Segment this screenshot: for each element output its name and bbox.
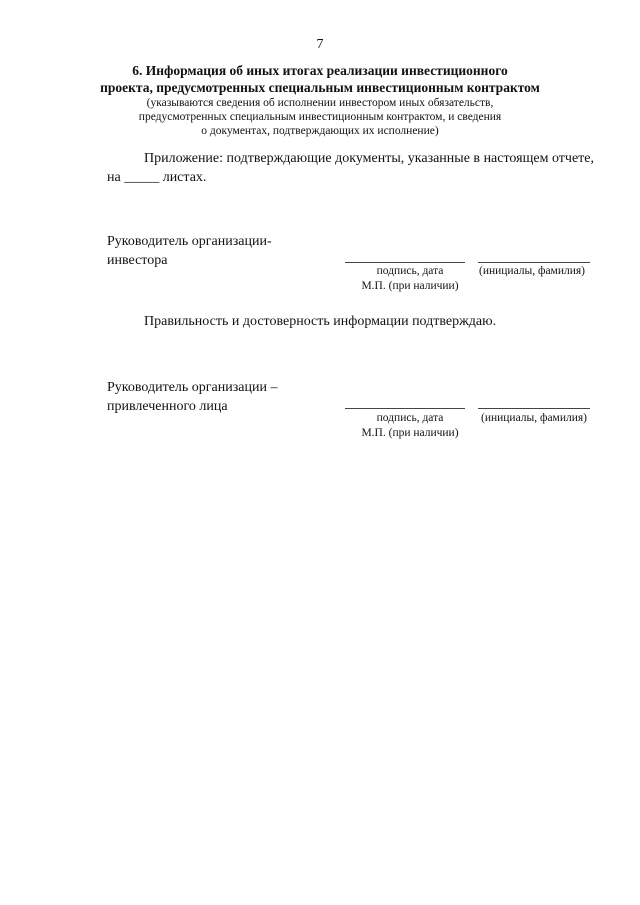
- attracted-head-label: [107, 378, 277, 416]
- section-heading-line-2: проекта, предусмотренных специальным инвестиционным контрактом: [100, 80, 540, 95]
- section-heading-line-1: 6. Информация об иных итогах реализации инвестиционного: [132, 63, 508, 78]
- investor-name-caption: (инициалы, фамилия): [478, 265, 586, 277]
- section-subheading-line-2: предусмотренных специальным инвестиционным контрактом, и сведения: [138, 111, 502, 123]
- attracted-head-label-line-2: привлеченного лица: [107, 399, 228, 414]
- attracted-signature-caption: подпись, дата: [376, 412, 444, 424]
- confirmation-text: Правильность и достоверность информации подтверждаю.: [144, 314, 497, 329]
- investor-signature-line: [345, 262, 465, 263]
- attracted-signature-line: [345, 408, 465, 409]
- investor-head-label-line-1: Руководитель организации-: [107, 234, 272, 249]
- attachment-paragraph: Приложение: подтверждающие документы, указанные в настоящем отчете, на _____ листах.: [107, 151, 594, 185]
- section-subheading-line-3: о документах, подтверждающих их исполнение): [201, 125, 439, 137]
- investor-signature-caption: подпись, дата: [376, 265, 444, 277]
- investor-name-line: [478, 262, 590, 263]
- attracted-name-caption: (инициалы, фамилия): [480, 412, 588, 424]
- section-heading: [0, 62, 640, 96]
- attracted-name-line: [478, 408, 590, 409]
- section-subheading-line-1: (указываются сведения об исполнении инвестором иных обязательств,: [146, 97, 494, 109]
- page-number: 7: [316, 37, 324, 52]
- investor-seal-caption: М.П. (при наличии): [361, 280, 459, 292]
- attracted-seal-caption: М.П. (при наличии): [361, 427, 459, 439]
- investor-head-label: [107, 232, 272, 270]
- section-subheading: [0, 96, 640, 138]
- attracted-head-label-line-1: Руководитель организации –: [107, 380, 278, 395]
- investor-head-label-line-2: инвестора: [107, 253, 168, 268]
